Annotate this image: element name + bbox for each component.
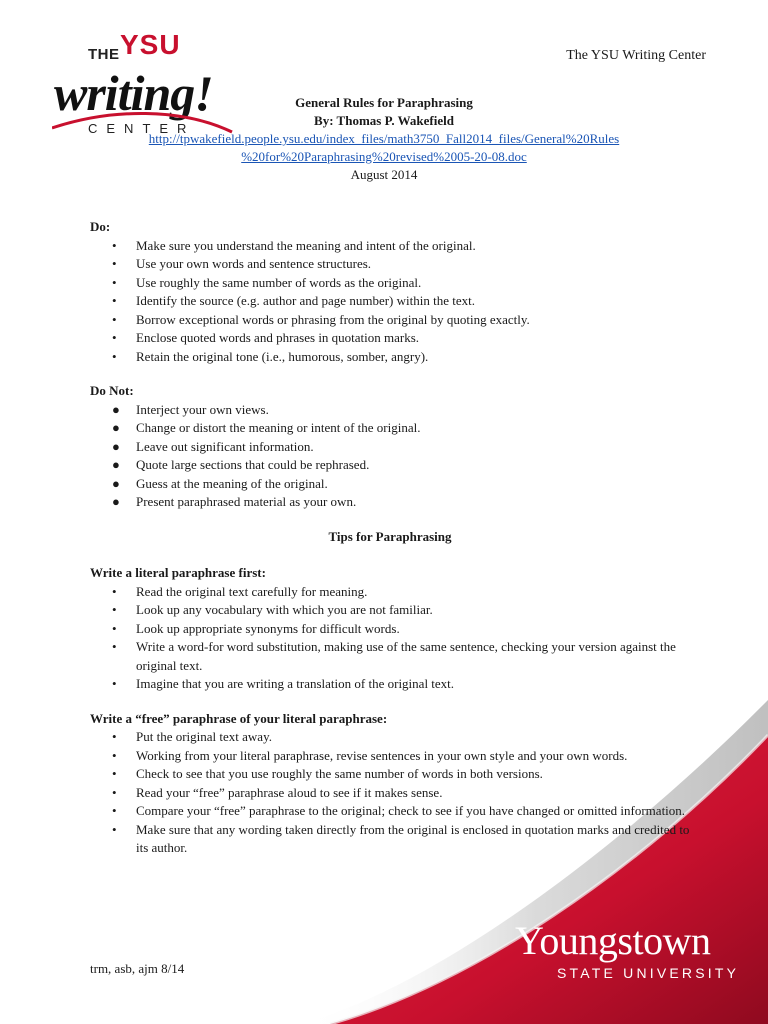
list-item-text: Look up any vocabulary with which you are not familiar. [136, 602, 433, 617]
youngstown-state-logo [515, 920, 739, 983]
list-item-text: Put the original text away. [136, 729, 272, 744]
list-item-text: Use roughly the same number of words as the original. [136, 274, 422, 290]
list-item-text: Quote large sections that could be rephrased. [136, 457, 370, 472]
bullet-icon: • [112, 803, 117, 818]
list-item [90, 821, 690, 858]
list-item [90, 329, 690, 348]
header-org-name: The YSU Writing Center [566, 48, 706, 63]
list-item [90, 747, 690, 766]
list-item [90, 728, 690, 747]
list-item [90, 255, 690, 274]
literal-paraphrase-heading: Write a literal paraphrase first: [90, 565, 266, 580]
list-item-text: Working from your literal paraphrase, revise sentences in your own style and your own words. [136, 747, 628, 763]
document-date: August 2014 [350, 167, 418, 182]
list-item-text: Guess at the meaning of the original. [136, 475, 328, 491]
list-item-text: Interject your own views. [136, 401, 269, 417]
list-item [90, 784, 690, 803]
list-item [90, 419, 690, 438]
bullet-icon: ● [112, 494, 120, 509]
list-item-text: Look up appropriate synonyms for difficult words. [136, 620, 400, 636]
bullet-icon: • [112, 256, 117, 271]
list-item-text: Make sure that any wording taken directly from the original is enclosed in quotation marks and credited to its author. [136, 821, 690, 855]
list-item [90, 765, 690, 784]
list-item [90, 638, 690, 675]
list-item-text: Compare your “free” paraphrase to the original; check to see if you have changed or omitted information. [136, 803, 686, 818]
list-item-text: Check to see that you use roughly the same number of words in both versions. [136, 766, 543, 781]
do-heading: Do: [90, 219, 111, 234]
bullet-icon: • [112, 639, 117, 654]
footer-initials: trm, asb, ajm 8/14 [90, 961, 185, 976]
bullet-icon: ● [112, 457, 120, 472]
bullet-icon: • [112, 293, 117, 308]
list-item-text: Present paraphrased material as your own. [136, 494, 357, 509]
list-item [90, 274, 690, 293]
list-item [90, 802, 690, 821]
do-not-heading: Do Not: [90, 383, 134, 398]
list-item-text: Write a word-for word substitution, making use of the same sentence, checking your version against the original text. [136, 639, 676, 673]
logo-center-text: CENTER [88, 121, 196, 136]
logo-the-text: THE [88, 46, 120, 63]
list-item [90, 401, 690, 420]
bullet-icon: ● [112, 438, 120, 454]
bullet-icon: • [112, 747, 117, 763]
logo-state-university-text: STATE UNIVERSITY [557, 965, 740, 981]
source-link-1[interactable]: http://tpwakefield.people.ysu.edu/index_files/math3750_Fall2014_files/General%20Rules [148, 131, 620, 146]
list-item [90, 438, 690, 457]
document-author: By: Thomas P. Wakefield [314, 113, 454, 128]
source-link-line-1[interactable] [0, 130, 768, 148]
list-item-text: Use your own words and sentence structures. [136, 256, 372, 271]
list-item-text: Borrow exceptional words or phrasing from the original by quoting exactly. [136, 311, 530, 327]
list-item [90, 292, 690, 311]
bullet-icon: • [112, 676, 117, 691]
bullet-icon: • [112, 583, 117, 599]
bullet-icon: • [112, 784, 117, 800]
bullet-icon: ● [112, 475, 120, 491]
bullet-icon: • [112, 237, 117, 253]
list-item-text: Enclose quoted words and phrases in quotation marks. [136, 330, 420, 345]
bullet-icon: • [112, 766, 117, 781]
bullet-icon: • [112, 821, 117, 837]
list-item [90, 675, 690, 694]
list-item-text: Read your “free” paraphrase aloud to see if it makes sense. [136, 784, 443, 800]
list-item [90, 348, 690, 367]
do-not-list [90, 401, 690, 512]
list-item [90, 237, 690, 256]
bullet-icon: • [112, 602, 117, 617]
list-item-text: Read the original text carefully for meaning. [136, 583, 368, 599]
bullet-icon: • [112, 311, 117, 327]
logo-writing-text: writing! [54, 65, 213, 121]
list-item-text: Make sure you understand the meaning and intent of the original. [136, 237, 476, 253]
list-item [90, 456, 690, 475]
list-item [90, 475, 690, 494]
list-item [90, 311, 690, 330]
list-item [90, 620, 690, 639]
logo-ysu-text: YSU [120, 29, 181, 60]
bullet-icon: ● [112, 420, 120, 435]
free-paraphrase-heading: Write a “free” paraphrase of your literal paraphrase: [90, 710, 388, 726]
bullet-icon: • [112, 729, 117, 744]
do-list [90, 237, 690, 367]
list-item-text: Retain the original tone (i.e., humorous, somber, angry). [136, 348, 429, 364]
bullet-icon: • [112, 620, 117, 636]
logo-youngstown-text: Youngstown [515, 918, 711, 963]
list-item [90, 601, 690, 620]
list-item [90, 493, 690, 512]
bullet-icon: • [112, 330, 117, 345]
literal-paraphrase-list [90, 583, 690, 694]
tips-heading: Tips for Paraphrasing [328, 528, 452, 544]
source-link-line-2[interactable] [0, 148, 768, 166]
list-item-text: Leave out significant information. [136, 438, 314, 454]
free-paraphrase-list [90, 728, 690, 858]
list-item-text: Imagine that you are writing a translation of the original text. [136, 676, 455, 691]
title-block [0, 94, 768, 184]
list-item-text: Identify the source (e.g. author and page number) within the text. [136, 293, 475, 308]
main-content [90, 218, 690, 874]
source-link-2[interactable]: %20for%20Paraphrasing%20revised%2005-20-08.doc [241, 149, 527, 164]
bullet-icon: • [112, 274, 117, 290]
bullet-icon: ● [112, 401, 120, 417]
bullet-icon: • [112, 348, 117, 364]
list-item-text: Change or distort the meaning or intent of the original. [136, 420, 421, 435]
document-title: General Rules for Paraphrasing [295, 95, 473, 110]
list-item [90, 583, 690, 602]
